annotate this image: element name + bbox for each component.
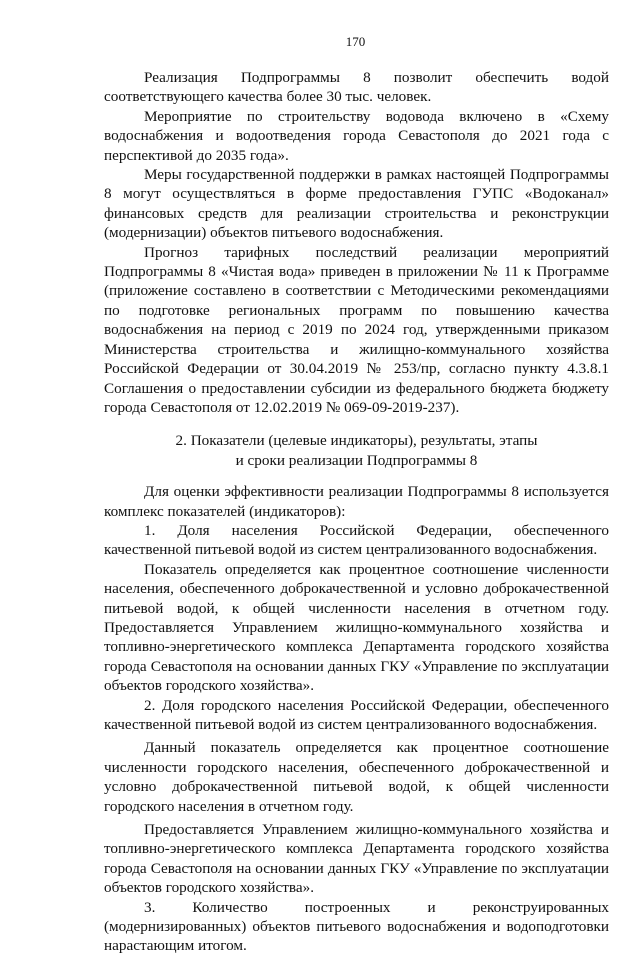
section-heading-line-2: и сроки реализации Подпрограммы 8 — [235, 451, 478, 469]
paragraph-indicators-intro: Для оценки эффективности реализации Подпрограммы 8 используется комплекс показателей (индикаторов): — [104, 483, 609, 520]
paragraph-indicator-2-description: Данный показатель определяется как процентное соотношение численности городского населения, обеспеченного доброкачественной и условно доброкачественной питьевой водой, к общей численности городского населения в отчетном году. — [104, 739, 609, 815]
paragraph-indicator-2-source: Предоставляется Управлением жилищно-коммунального хозяйства и топливно-энергетического комплекса Департамента городского хозяйства города Севастополя на основании данных ГКУ «Управление по эксплуатации объектов городского хозяйства». — [104, 821, 609, 897]
section-heading — [104, 431, 609, 470]
section-heading-line-1: 2. Показатели (целевые индикаторы), результаты, этапы — [175, 432, 538, 450]
paragraph-tariff-forecast: Прогноз тарифных последствий реализации мероприятий Подпрограммы 8 «Чистая вода» приведен в приложении № 11 к Программе (приложение составлено в соответствии с Методическими рекомендациями по подготовке региональных программ по повышению качества водоснабжения на период с 2019 по 2024 год, утвержденными приказом Министерства строительства и жилищно-коммунального хозяйства Российской Федерации от 30.04.2019 № 253/пр, согласно пункту 4.3.8.1 Соглашения о предоставлении субсидии из федерального бюджета бюджету города Севастополя от 12.02.2019 № 069-09-2019-237). — [104, 243, 609, 416]
paragraph-implementation-result: Реализация Подпрограммы 8 позволит обеспечить водой соответствующего качества более 30 тыс. человек. — [104, 69, 609, 106]
paragraph-indicator-3: 3. Количество построенных и реконструированных (модернизированных) объектов питьевого водоснабжения и водоподготовки нарастающим итогом. — [104, 898, 609, 955]
paragraph-water-pipeline: Мероприятие по строительству водовода включено в «Схему водоснабжения и водоотведения города Севастополя до 2021 года с перспективой до 2035 года». — [104, 107, 609, 164]
document-page — [104, 34, 609, 956]
page-number: 170 — [345, 34, 366, 49]
paragraph-indicator-1: 1. Доля населения Российской Федерации, обеспеченного качественной питьевой водой из систем централизованного водоснабжения. — [104, 521, 609, 559]
paragraph-indicator-2: 2. Доля городского населения Российской Федерации, обеспеченного качественной питьевой водой из систем централизованного водоснабжения. — [104, 696, 609, 733]
paragraph-indicator-1-description: Показатель определяется как процентное соотношение численности населения, обеспеченного доброкачественной и условно доброкачественной питьевой водой, к общей численности населения в отчетном году. Предоставляется Управлением жилищно-коммунального хозяйства и топливно-энергетического комплекса Департамента городского хозяйства города Севастополя на основании данных ГКУ «Управление по эксплуатации объектов городского хозяйства». — [104, 560, 609, 695]
paragraph-state-support: Меры государственной поддержки в рамках настоящей Подпрограммы 8 могут осуществляться в форме предоставления ГУПС «Водоканал» финансовых средств для реализации строительства и реконструкции (модернизации) объектов питьевого водоснабжения. — [104, 166, 609, 242]
